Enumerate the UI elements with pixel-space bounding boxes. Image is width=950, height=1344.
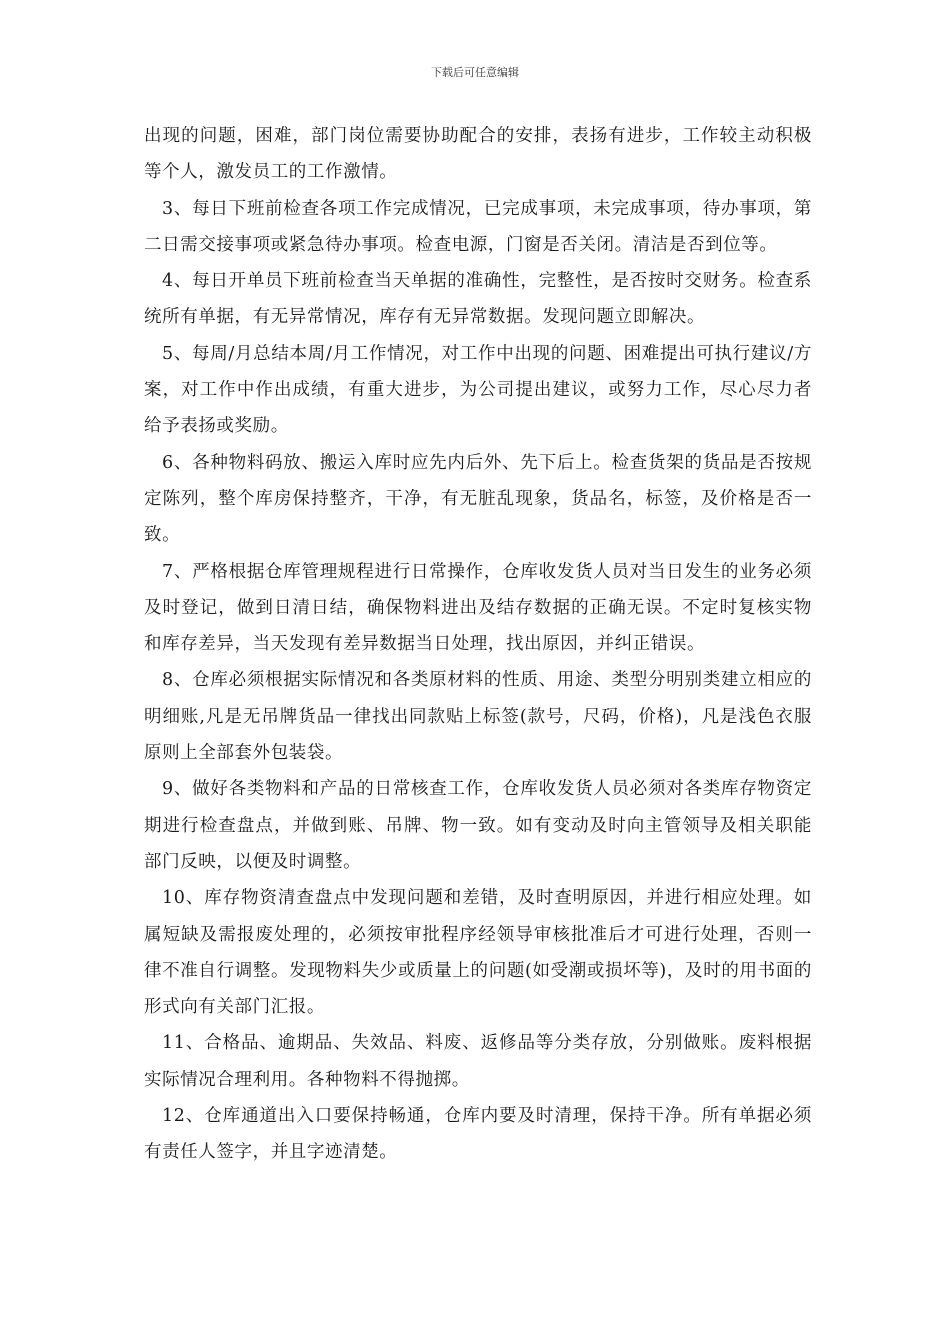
paragraph-item-4: 4、每日开单员下班前检查当天单据的准确性，完整性，是否按时交财务。检查系统所有单据，有无异常情况，库存有无异常数据。发现问题立即解决。 [144,271,812,328]
paragraph-continuation: 出现的问题，困难，部门岗位需要协助配合的安排，表扬有进步，工作较主动积极等个人，激发员工的工作激情。 [144,126,812,183]
page-header: 下载后可任意编辑 [431,66,519,79]
document-body [144,118,812,1171]
paragraph-item-7: 7、严格根据仓库管理规程进行日常操作，仓库收发货人员对当日发生的业务必须及时登记，做到日清日结，确保物料进出及结存数据的正确无误。不定时复核实物和库存差异，当天发现有差异数据当日处理，找出原因，并纠正错误。 [144,561,812,655]
paragraph-item-6: 6、各种物料码放、搬运入库时应先内后外、先下后上。检查货架的货品是否按规定陈列，整个库房保持整齐，干净，有无脏乱现象，货品名，标签，及价格是否一致。 [144,452,812,546]
paragraph-item-5: 5、每周/月总结本周/月工作情况，对工作中出现的问题、困难提出可执行建议/方案，对工作中作出成绩，有重大进步，为公司提出建议，或努力工作，尽心尽力者给予表扬或奖励。 [144,343,812,437]
paragraph-item-8: 8、仓库必须根据实际情况和各类原材料的性质、用途、类型分明别类建立相应的明细账,凡是无吊牌货品一律找出同款贴上标签(款号，尺码，价格)，凡是浅色衣服原则上全部套外包装袋。 [144,670,812,764]
paragraph-item-12: 12、仓库通道出入口要保持畅通，仓库内要及时清理，保持干净。所有单据必须有责任人签字，并且字迹清楚。 [144,1106,812,1163]
paragraph-item-9: 9、做好各类物料和产品的日常核查工作，仓库收发货人员必须对各类库存物资定期进行检查盘点，并做到账、吊牌、物一致。如有变动及时向主管领导及相关职能部门反映，以便及时调整。 [144,779,812,872]
paragraph-item-11: 11、合格品、逾期品、失效品、料废、返修品等分类存放，分别做账。废料根据实际情况合理利用。各种物料不得抛掷。 [144,1033,812,1090]
paragraph-item-3: 3、每日下班前检查各项工作完成情况，已完成事项，未完成事项，待办事项，第二日需交接事项或紧急待办事项。检查电源，门窗是否关闭。清洁是否到位等。 [144,198,812,255]
paragraph-item-10: 10、库存物资清查盘点中发现问题和差错，及时查明原因，并进行相应处理。如属短缺及需报废处理的，必须按审批程序经领导审核批准后才可进行处理，否则一律不准自行调整。发现物料失少或质量上的问题(如受潮或损坏等)，及时的用书面的形式向有关部门汇报。 [144,888,812,1018]
